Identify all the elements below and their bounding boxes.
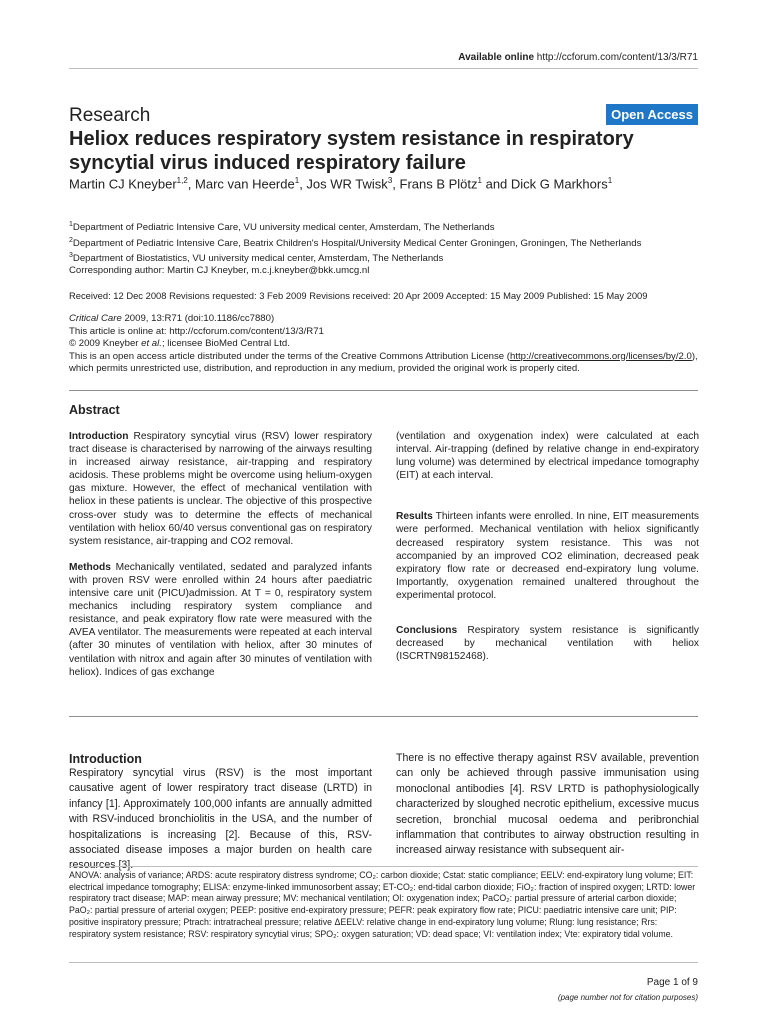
author-name: Martin CJ Kneyber <box>69 176 177 192</box>
author-name: Frans B Plötz <box>399 176 478 192</box>
header-divider <box>69 68 698 69</box>
page-number-note: (page number not for citation purposes) <box>557 993 698 1002</box>
affiliation: $^1$Department of Pediatric Intensive Care, VU university medical center, Amsterdam, The Netherlands <box>69 221 495 234</box>
header-availability <box>458 52 698 63</box>
abbreviations-rule <box>69 866 698 867</box>
abstract-top-rule <box>69 390 698 391</box>
license-link[interactable]: http://creativecommons.org/licenses/by/2.0 <box>510 350 692 362</box>
affiliation: $^3$Department of Biostatistics, VU university medical center, Amsterdam, The Netherlands <box>69 252 444 265</box>
author-affiliation-ref: 1 <box>607 176 613 185</box>
author-name: Dick G Markhors <box>510 176 608 192</box>
author-affiliation-ref: 1 <box>477 176 482 185</box>
available-label: Available online <box>458 52 535 63</box>
abstract-introduction: Introduction Respiratory syncytial virus (RSV) lower respiratory tract disease is characterised by narrowing of the airways resulting in increased airway resistance, air-trapping and respiratory acidosis. These problems might be overcome using helium-oxygen gas mixture. However, the effect of mechanical ventilation with heliox in these patients is unclear. The objective of this prospective cross-over study was to determine the effects of mechanical ventilation with heliox 60/40 versus conventional gas on respiratory system resistance, air-trapping and CO2 removal. <box>69 431 372 547</box>
journal-url[interactable]: http://ccforum.com/content/13/3/R71 <box>536 52 698 63</box>
author-name: Marc van Heerde <box>195 176 295 192</box>
abstract-left-column <box>69 430 372 692</box>
author-list: Martin CJ Kneyber$^{1,2}$, Marc van Heerde$^1$, Jos WR Twisk$^3$, Frans B Plötz$^1$ and Dick G Markhors$^1$ <box>69 176 613 192</box>
abbreviations-list: ANOVA: analysis of variance; ARDS: acute respiratory distress syndrome; CO₂: carbon dioxide; Cstat: static compliance; EELV: end-expiratory lung volume; EIT: electrical impedance tomography; ELISA: enzyme-linked immunosorbent assay; ET-CO₂: end-tidal carbon dioxide; FiO₂: fraction of inspired oxygen; LRTD: lower respiratory tract disease; MAP: mean airway pressure; MV: mechanical ventilation; OI: oxygenation index; PaCO₂: partial pressure of arterial carbon dioxide; PaO₂: partial pressure of arterial oxygen; PEEP: positive end-expiratory pressure; PEFR: peak expiratory flow rate; PICU: paediatric intensive care unit; PIP: positive inspiratory pressure; Ptrach: intratracheal pressure; relative ΔEELV: relative change in end-expiratory lung volume; Rlung: lung resistance; Rrs: respiratory system resistance; RSV: respiratory syncytial virus; SPO₂: oxygen saturation; VD: dead space; VI: ventilation index; Vte: expiratory tidal volume. <box>69 870 696 939</box>
author-affiliation-ref: 1,2 <box>176 176 188 185</box>
online-url: This article is online at: http://ccforum.com/content/13/3/R71 <box>69 325 324 337</box>
abstract-heading: Abstract <box>69 403 120 417</box>
article-title: Heliox reduces respiratory system resistance in respiratory syncytial virus induced respiratory failure <box>69 128 634 174</box>
introduction-right-text: There is no effective therapy against RSV available, prevention can only be achieved through passive immunisation using monoclonal antibodies [4]. RSV LRTD is pathophysiologically characterized by sloughed necrotic epithelium, excessive mucus secretion, bronchial mucosal oedema and peribronchial inflammation that contributes to airway obstruction resulting in increased airway resistance with subsequent air- <box>396 752 699 857</box>
open-access-badge: Open Access <box>606 104 698 125</box>
page-number: Page 1 of 9 <box>646 977 698 988</box>
affiliation: $^2$Department of Pediatric Intensive Care, Beatrix Children's Hospital/University Medical Center Groningen, Groningen, The Netherlands <box>69 236 642 249</box>
footer-divider <box>69 962 698 963</box>
abstract-bottom-rule <box>69 716 698 717</box>
introduction-heading: Introduction <box>69 752 142 766</box>
section-label: Research <box>69 105 151 126</box>
article-dates: Received: 12 Dec 2008 Revisions requested: 3 Feb 2009 Revisions received: 20 Apr 2009 Accepted: 15 May 2009 Published: 15 May 2009 <box>69 290 648 301</box>
abstract-methods: Methods Mechanically ventilated, sedated and paralyzed infants with proven RSV were enrolled within 24 hours after paediatric intensive care unit (PICU)admission. At T = 0, respiratory system mechanics including respiratory system compliance and resistance, and peak expiratory flow rate were measured with the AVEA ventilator. The measurements were repeated at each interval (after 30 minutes of ventilation with heliox, after 30 minutes of ventilation with nitrox and again after 30 minutes of ventilation with heliox). Indices of gas exchange <box>69 561 372 678</box>
journal-name: Critical Care <box>69 313 122 324</box>
citation-block: Critical Care 2009, 13:R71 (doi:10.1186/cc7880) This article is online at: http://ccforum.com/content/13/3/R71 © 2009 Kneyber et al.; licensee BioMed Central Ltd. This is an open access article distributed under the terms of the Creative Commons Attribution License (http://creativecommons.org/licenses/by/2.0), which permits unrestricted use, distribution, and reproduction in any medium, provided the original work is properly cited. <box>69 313 709 376</box>
abstract-conclusions: Conclusions Respiratory system resistance is significantly decreased by mechanical ventilation with heliox (ISCRTN98152468). <box>396 625 699 663</box>
corresponding-author: Corresponding author: Martin CJ Kneyber, m.c.j.kneyber@bkk.umcg.nl <box>69 265 370 276</box>
affiliation-list <box>69 219 641 266</box>
author-name: Jos WR Twisk <box>306 176 388 192</box>
abstract-right-column <box>396 430 699 676</box>
introduction-left-text: Respiratory syncytial virus (RSV) is the most important causative agent of lower respiratory tract disease (LRTD) in infancy [1]. Approximately 100,000 infants are annually admitted with RSV-induced bronchiolitis in the USA, and the number of hospitalizations is increasing [2]. Because of this, RSV-associated disease imposes a major burden on health care resources [3]. <box>69 767 372 872</box>
abstract-results: Results Thirteen infants were enrolled. In nine, EIT measurements were performed. Mechanical ventilation with heliox significantly decreased respiratory system resistance. This was not accompanied by an improved CO2 elimination, decreased peak expiratory flow rate or decreased end-expiratory lung volume. Importantly, oxygenation remained unaltered throughout the experimental protocol. <box>396 511 699 601</box>
author-affiliation-ref: 1 <box>294 176 300 185</box>
author-affiliation-ref: 3 <box>387 176 393 185</box>
abstract-methods-continued: (ventilation and oxygenation index) were calculated at each interval. Air-trapping (defined by relative change in end-expiratory lung volume) was determined by electrical impedance tomography (EIT) at each interval. <box>396 431 699 482</box>
